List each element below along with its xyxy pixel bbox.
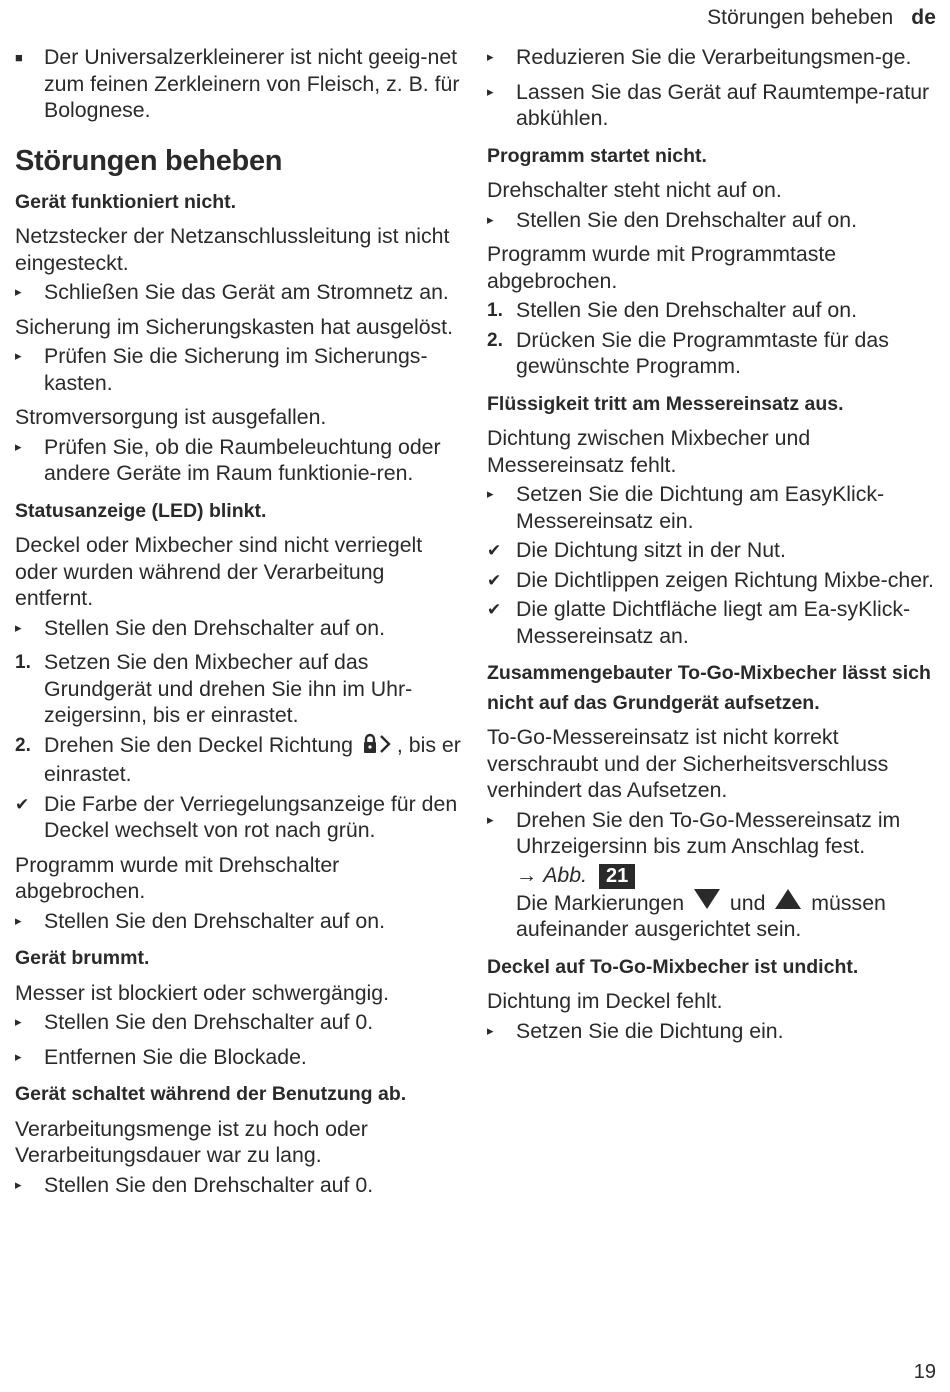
arrow-bullet-icon: ▸	[15, 284, 22, 299]
result-text: Die Dichtung sitzt in der Nut.	[516, 538, 786, 562]
result-text: Die Dichtlippen zeigen Richtung Mixbe-cher.	[516, 567, 934, 592]
arrow-bullet-icon: ▸	[487, 49, 494, 64]
result-item	[487, 537, 937, 564]
action-text: Stellen Sie den Drehschalter auf on.	[44, 908, 385, 933]
arrow-bullet-icon: ▸	[15, 1176, 22, 1192]
cause-text: Drehschalter steht nicht auf on.	[487, 178, 782, 202]
intro-bullet-text: Der Universalzerkleinerer ist nicht geeig-net zum feinen Zerkleinern von Fleisch, z. B. für Bolognese.	[44, 45, 460, 122]
action-item	[15, 908, 467, 935]
arrow-right-icon: →	[516, 862, 538, 887]
action-item	[15, 343, 467, 396]
step-item	[15, 649, 467, 729]
action-item	[15, 434, 467, 487]
lock-closed-icon	[361, 733, 395, 762]
problem-heading-not-working: Gerät funktioniert nicht.	[15, 190, 237, 213]
action-item	[15, 1044, 467, 1071]
problem-heading-togo-not-fit: Zusammengebauter To-Go-Mixbecher lässt sich nicht auf das Grundgerät aufsetzen.	[487, 662, 931, 714]
cause-text: Stromversorgung ist ausgefallen.	[15, 405, 327, 429]
action-item	[15, 279, 467, 306]
action-text: Prüfen Sie die Sicherung im Sicherungs-kasten.	[44, 344, 428, 395]
action-text: Setzen Sie die Dichtung am EasyKlick-Messereinsatz ein.	[516, 482, 885, 533]
action-text: Drehen Sie den To-Go-Messereinsatz im Uhrzeigersinn bis zum Anschlag fest.	[516, 807, 901, 858]
arrow-bullet-icon: ▸	[487, 1022, 494, 1038]
action-text: Setzen Sie die Dichtung ein.	[516, 1018, 784, 1043]
problem-heading-lid-leaking: Deckel auf To-Go-Mixbecher ist undicht.	[487, 955, 859, 978]
switch-keyword: on	[827, 207, 852, 232]
arrow-bullet-icon: ▸	[487, 486, 494, 501]
cause-text: Netzstecker der Netzanschlussleitung ist nicht eingesteckt.	[15, 224, 450, 275]
step-number: 1.	[487, 300, 503, 321]
action-text: Entfernen Sie die Blockade.	[44, 1044, 307, 1069]
result-item	[487, 567, 937, 594]
action-item	[487, 44, 937, 71]
action-text: Stellen Sie den Drehschalter auf on.	[44, 615, 385, 640]
cause-text: Dichtung im Deckel fehlt.	[487, 989, 723, 1013]
arrow-bullet-icon: ▸	[15, 619, 22, 635]
figure-reference[interactable]	[516, 862, 635, 889]
header-language-code: de	[911, 6, 936, 29]
cause-text: To-Go-Messereinsatz ist nicht korrekt verschraubt und der Sicherheitsverschluss verhindert das Aufsetzen.	[487, 725, 889, 802]
arrow-bullet-icon: ▸	[15, 1048, 22, 1064]
switch-keyword: on	[355, 908, 380, 933]
step-text: Stellen Sie den Drehschalter auf on.	[516, 298, 857, 322]
cause-text: Deckel oder Mixbecher sind nicht verriegelt oder wurden während der Verarbeitung entfernt.	[15, 533, 423, 610]
step-text: Drehen Sie den Deckel Richtung , bis er einrastet.	[44, 732, 461, 786]
action-item	[487, 481, 937, 534]
problem-heading-hums: Gerät brummt.	[15, 947, 150, 969]
arrow-bullet-icon: ▸	[487, 211, 494, 227]
running-header	[707, 6, 936, 30]
intro-bullet-item	[15, 44, 467, 124]
action-item	[487, 1018, 937, 1045]
arrow-bullet-icon: ▸	[15, 348, 22, 363]
problem-heading-leaking: Flüssigkeit tritt am Messereinsatz aus.	[487, 392, 844, 415]
arrow-bullet-icon: ▸	[487, 83, 494, 99]
header-section-title: Störungen beheben	[707, 6, 894, 29]
left-column	[15, 44, 467, 1206]
switch-keyword: on	[752, 178, 776, 202]
problem-heading-switches-off: Gerät schaltet während der Benutzung ab.	[15, 1083, 407, 1105]
arrow-bullet-icon: ▸	[15, 1014, 22, 1029]
page-number: 19	[913, 1361, 936, 1383]
arrow-bullet-icon: ▸	[487, 811, 494, 827]
checkmark-icon: ✔	[487, 600, 502, 619]
action-item	[487, 207, 937, 234]
right-column	[487, 44, 937, 1052]
section-title: Störungen beheben	[15, 144, 283, 177]
action-text: Lassen Sie das Gerät auf Raumtempe-ratur abkühlen.	[516, 79, 930, 130]
step-item	[15, 732, 467, 788]
switch-keyword: 0	[355, 1172, 368, 1197]
cause-text: Programm wurde mit Drehschalter abgebrochen.	[15, 852, 340, 903]
action-text: Stellen Sie den Drehschalter auf on.	[516, 207, 857, 232]
cause-text: Dichtung zwischen Mixbecher und Messereinsatz fehlt.	[487, 426, 811, 477]
checkmark-icon: ✔	[487, 570, 502, 590]
action-text: Stellen Sie den Drehschalter auf 0.	[44, 1172, 374, 1197]
result-text: Die Farbe der Verriegelungsanzeige für den Deckel wechselt von rot nach grün.	[44, 791, 458, 842]
triangle-up-icon	[775, 889, 801, 909]
action-text: Prüfen Sie, ob die Raumbeleuchtung oder andere Geräte im Raum funktionie-ren.	[44, 434, 441, 485]
square-bullet-icon: ■	[15, 50, 23, 65]
action-text: Reduzieren Sie die Verarbeitungsmen-ge.	[516, 45, 912, 69]
checkmark-icon: ✔	[487, 541, 502, 560]
action-item	[15, 1009, 467, 1036]
arrow-bullet-icon: ▸	[15, 438, 22, 454]
checkmark-icon: ✔	[15, 794, 30, 814]
cause-text: Messer ist blockiert oder schwergängig.	[15, 980, 390, 1005]
switch-keyword: 0	[355, 1010, 368, 1034]
step-text: Setzen Sie den Mixbecher auf das Grundgerät und drehen Sie ihn im Uhr-zeigersinn, bis er einrastet.	[44, 650, 413, 727]
step-text: Drücken Sie die Programmtaste für das gewünschte Programm.	[516, 327, 889, 378]
action-text: Stellen Sie den Drehschalter auf 0.	[44, 1010, 374, 1034]
step-item	[487, 297, 937, 324]
problem-heading-program-not-start: Programm startet nicht.	[487, 144, 707, 167]
action-item	[487, 79, 937, 132]
cause-text: Programm wurde mit Programmtaste abgebrochen.	[487, 242, 837, 293]
action-text: Schließen Sie das Gerät am Stromnetz an.	[44, 280, 449, 304]
problem-heading-led-blinks: Statusanzeige (LED) blinkt.	[15, 499, 267, 522]
arrow-bullet-icon: ▸	[15, 912, 22, 928]
alignment-note: Die Markierungen und müssen aufeinander ausgerichtet sein.	[516, 890, 886, 941]
result-item	[15, 791, 467, 844]
action-item	[15, 615, 467, 642]
switch-keyword: on	[355, 615, 380, 640]
switch-keyword: on	[827, 298, 852, 322]
action-item	[15, 1172, 467, 1199]
step-item	[487, 327, 937, 380]
cause-text: Sicherung im Sicherungskasten hat ausgelöst.	[15, 314, 454, 339]
step-number: 2.	[487, 329, 503, 351]
result-text: Die glatte Dichtfläche liegt am Ea-syKlick-Messereinsatz an.	[516, 597, 911, 648]
step-number: 2.	[15, 734, 31, 756]
figure-label: Abb.	[543, 862, 588, 887]
triangle-down-icon	[694, 889, 720, 909]
step-number: 1.	[15, 652, 31, 673]
figure-number-badge: 21	[599, 864, 635, 889]
action-item	[487, 807, 937, 943]
result-item	[487, 596, 937, 649]
cause-text: Verarbeitungsmenge ist zu hoch oder Verarbeitungsdauer war zu lang.	[15, 1116, 368, 1167]
